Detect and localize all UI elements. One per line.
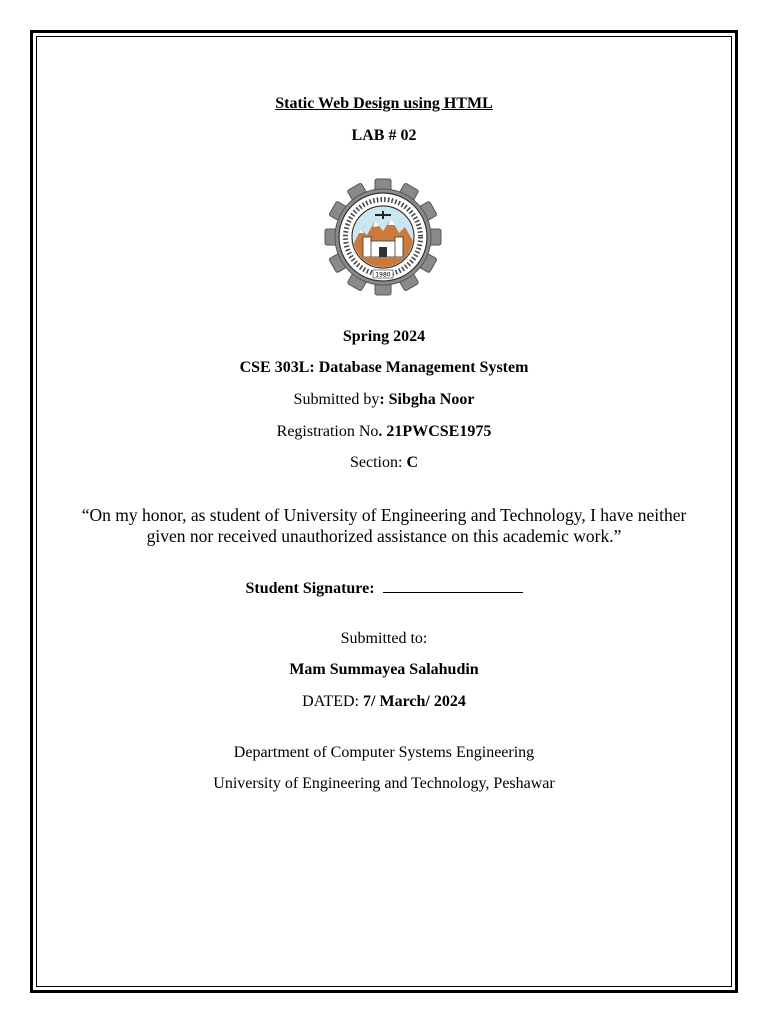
signature-label: Student Signature:: [245, 580, 375, 597]
signature-row: [0, 578, 768, 599]
section-label: Section:: [350, 454, 407, 471]
instructor-name: Mam Summayea Salahudin: [289, 661, 479, 678]
student-name: : Sibgha Noor: [379, 391, 475, 408]
lab-number: LAB # 02: [351, 127, 417, 144]
section-value: C: [406, 454, 418, 471]
dated-label: DATED:: [302, 693, 364, 710]
logo-year: 1980: [375, 271, 391, 279]
dated: [0, 692, 768, 712]
registration: [0, 422, 768, 442]
section: [0, 453, 768, 473]
honor-pledge: “On my honor, as student of University of Engineering and Technology, I have neither given nor received unauthorized assistance on this academic work.”: [81, 505, 687, 546]
university-logo: [324, 178, 442, 296]
signature-line: [383, 578, 523, 593]
submitted-by: [0, 390, 768, 410]
dated-value: 7/ March/ 2024: [363, 693, 466, 710]
document-title: Static Web Design using HTML: [275, 95, 493, 112]
registration-number: . 21PWCSE1975: [378, 423, 492, 440]
department: Department of Computer Systems Engineering: [233, 744, 535, 761]
submitted-to-label: Submitted to:: [340, 630, 428, 647]
university: University of Engineering and Technology, Peshawar: [213, 775, 555, 792]
submitted-by-label: Submitted by: [293, 391, 380, 408]
registration-label: Registration No: [276, 423, 379, 440]
term: Spring 2024: [342, 328, 426, 345]
course-name: CSE 303L: Database Management System: [239, 359, 529, 376]
